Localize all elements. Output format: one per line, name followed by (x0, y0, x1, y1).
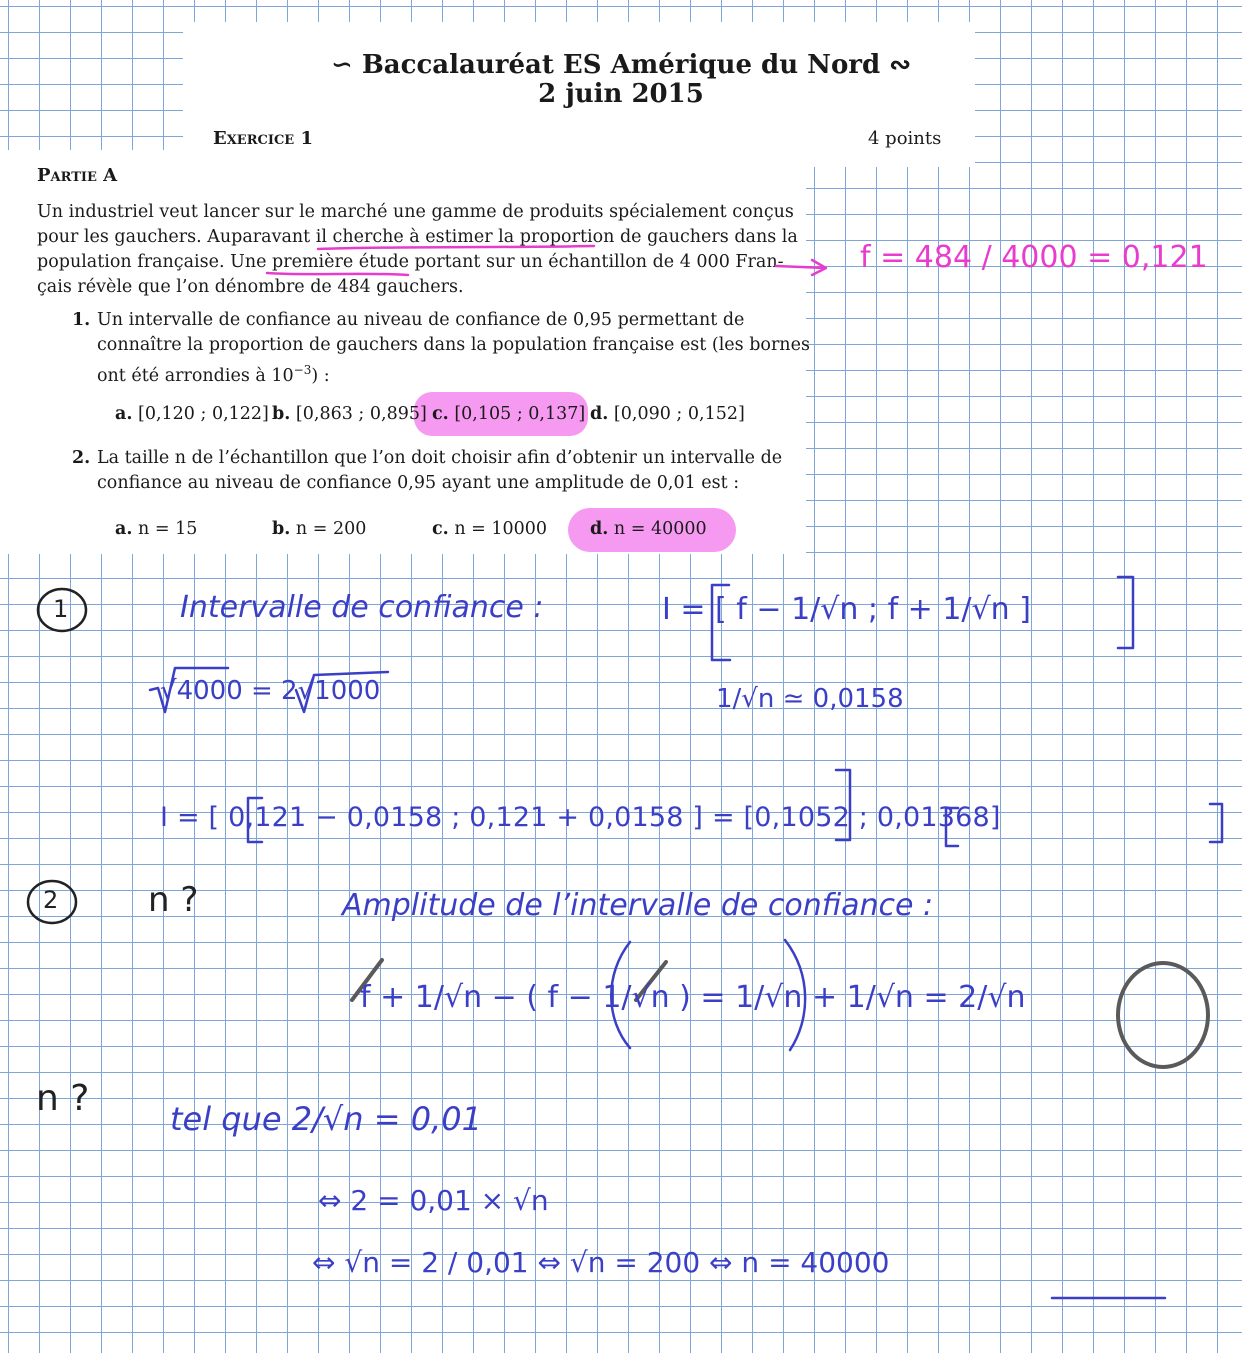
hw-step1-title: Intervalle de confiance : (180, 590, 544, 625)
hw-n-question-2: n ? (36, 1078, 90, 1119)
q1-option-c-label: c. (432, 404, 449, 424)
arrow-icon (776, 260, 826, 275)
hw-sqrt-line: √4000 = 2√1000 (160, 676, 381, 706)
hw-amplitude-title: Amplitude de l’intervalle de confiance : (342, 888, 934, 923)
title-text: Baccalauréat ES Amérique du Nord (361, 50, 881, 80)
bracket-right (1118, 577, 1133, 648)
q2-line-2: confiance au niveau de confiance 0,95 ayant une amplitude de 0,01 est : (97, 473, 740, 493)
hw-interval-formula: I = [ f − 1/√n ; f + 1/√n ] (662, 592, 1031, 627)
q2-option-b-label: b. (272, 519, 291, 539)
q1-option-d-value: [0,090 ; 0,152] (613, 404, 745, 424)
q1-number: 1. (72, 310, 91, 330)
intro-line-2: pour les gauchers. Auparavant il cherche à estimer la proportion de gauchers dans la (37, 227, 798, 247)
q2-number: 2. (72, 448, 91, 468)
underline-cherche (318, 246, 594, 249)
q1-line-3-text: ont été arrondies à 10 (97, 365, 294, 386)
underline-premiere-etude (267, 273, 408, 275)
points-label: 4 points (868, 128, 942, 149)
hw-amplitude-calc: f + 1/√n − ( f − 1/√n ) = 1/√n + 1/√n = 2/√n (360, 980, 1026, 1015)
hw-inv-sqrt: 1/√n ≃ 0,0158 (716, 684, 904, 714)
hw-n-question: n ? (148, 880, 199, 920)
q2-option-d-label: d. (590, 519, 609, 539)
q2-option-d-value: n = 40000 (613, 519, 707, 539)
hw-interval-calc: I = [ 0,121 − 0,0158 ; 0,121 + 0,0158 ] = [0,1052 ; 0,01368] (160, 802, 1001, 833)
hw-f-value: f = 484 / 4000 = 0,121 (860, 240, 1208, 275)
pink-annotations (267, 246, 826, 275)
q1-exponent: −3 (293, 363, 312, 377)
intro-line-3: population française. Une première étude portant sur un échantillon de 4 000 Fran- (37, 252, 784, 272)
title-ornament-right-icon: ∾ (880, 50, 912, 80)
part-heading: Partie A (37, 165, 118, 186)
exercise-heading: Exercice 1 (213, 128, 313, 149)
q1-line-2: connaître la proportion de gauchers dans la population française est (les bornes (97, 335, 810, 355)
q1-option-a-label: a. (115, 404, 133, 424)
q2-line-1: La taille n de l’échantillon que l’on doit choisir afin d’obtenir un intervalle de (97, 448, 783, 468)
intro-line-4: çais révèle que l’on dénombre de 484 gauchers. (37, 277, 464, 297)
q1-option-b-value: [0,863 ; 0,895] (295, 404, 427, 424)
hw-tel-que: tel que 2/√n = 0,01 (170, 1100, 482, 1138)
document-date: 2 juin 2015 (538, 79, 704, 109)
q1-line-3-tail: ) : (311, 365, 330, 386)
q1-option-d-label: d. (590, 404, 609, 424)
bracket-right-result (1210, 804, 1222, 842)
q1-option-b-label: b. (272, 404, 291, 424)
q2-option-b-value: n = 200 (295, 519, 367, 539)
result-circle-icon (1118, 963, 1208, 1067)
q2-option-a-label: a. (115, 519, 133, 539)
q2-option-c-label: c. (432, 519, 449, 539)
q2-option-c-value: n = 10000 (454, 519, 548, 539)
q2-option-a-value: n = 15 (138, 519, 198, 539)
q1-option-a-value: [0,120 ; 0,122] (138, 404, 269, 424)
hw-step2-marker: 2 (43, 886, 59, 914)
q1-line-1: Un intervalle de confiance au niveau de confiance de 0,95 permettant de (97, 310, 745, 330)
title-ornament-left-icon: ∽ (330, 50, 362, 80)
hw-equiv-1: ⇔ 2 = 0,01 × √n (318, 1184, 549, 1217)
q1-option-c-value: [0,105 ; 0,137] (454, 404, 586, 424)
hw-step1-marker: 1 (53, 595, 69, 623)
hw-equiv-2: ⇔ √n = 2 / 0,01 ⇔ √n = 200 ⇔ n = 40000 (312, 1246, 890, 1279)
intro-line-1: Un industriel veut lancer sur le marché une gamme de produits spécialement conçus (37, 202, 794, 222)
